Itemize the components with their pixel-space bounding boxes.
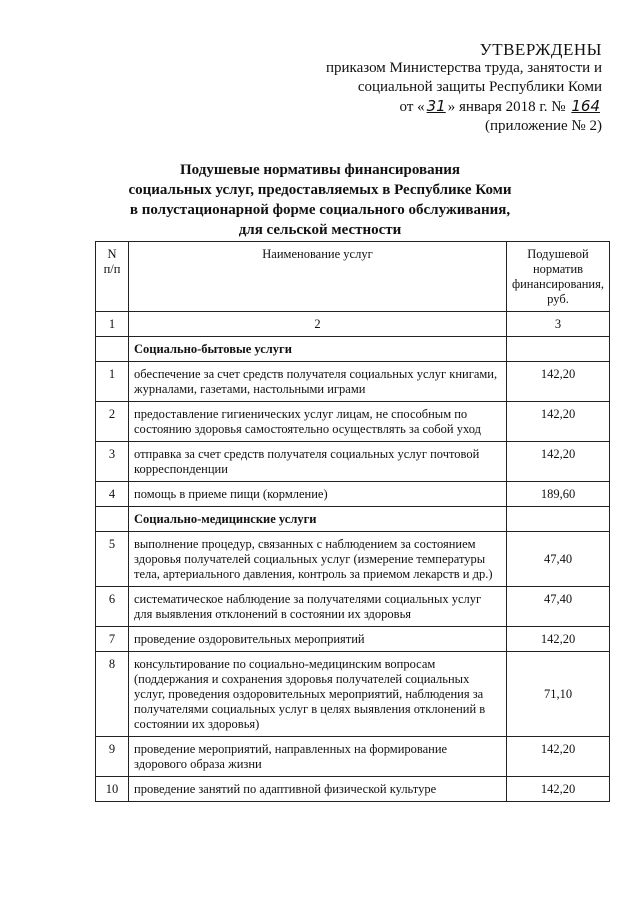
service-norm: 142,20 [507,402,610,442]
row-number: 7 [96,627,129,652]
section-norm-cell [507,507,610,532]
service-norm: 142,20 [507,627,610,652]
table-row [96,482,610,507]
service-name: систематическое наблюдение за получателями социальных услуг для выявления отклонений в состоянии их здоровья [129,587,507,627]
table-row [96,587,610,627]
title-line-2: социальных услуг, предоставляемых в Республике Коми [128,182,512,198]
section-row [96,507,610,532]
section-num-cell [96,337,129,362]
section-title: Социально-бытовые услуги [129,337,507,362]
service-norm: 142,20 [507,737,610,777]
column-number: 1 [96,312,129,337]
table-row [96,627,610,652]
approval-block [326,40,602,136]
table-row [96,442,610,482]
handwritten-day: 31 [426,97,446,115]
date-mid: » января 2018 г. № [447,99,566,115]
table-row [96,362,610,402]
approval-line-2: социальной защиты Республики Коми [357,79,602,95]
service-name: проведение мероприятий, направленных на формирование здорового образа жизни [129,737,507,777]
column-number: 3 [507,312,610,337]
row-number: 10 [96,777,129,802]
approval-appendix: (приложение № 2) [484,118,602,134]
norms-table [95,241,610,802]
service-norm: 142,20 [507,442,610,482]
header-name: Наименование услуг [129,242,507,312]
table-row [96,532,610,587]
service-name: предоставление гигиенических услуг лицам, не способным по состоянию здоровья самостоятельно осуществлять за собой уход [129,402,507,442]
row-number: 9 [96,737,129,777]
column-number-row [96,312,610,337]
section-norm-cell [507,337,610,362]
service-name: проведение занятий по адаптивной физической культуре [129,777,507,802]
section-row [96,337,610,362]
service-name: выполнение процедур, связанных с наблюдением за состоянием здоровья получателей социальных услуг (измерение температуры тела, артериального давления, контроль за приемом лекарств и др.) [129,532,507,587]
service-name: консультирование по социально-медицинским вопросам (поддержания и сохранения здоровья получателей социальных услуг, проведения оздоровительных мероприятий, наблюдения за получателями социальных услуг в целях выявления отклонений в состоянии их здоровья) [129,652,507,737]
row-number: 3 [96,442,129,482]
table-row [96,402,610,442]
service-name: проведение оздоровительных мероприятий [129,627,507,652]
table-header-row [96,242,610,312]
service-name: отправка за счет средств получателя социальных услуг почтовой корреспонденции [129,442,507,482]
service-norm: 47,40 [507,532,610,587]
row-number: 2 [96,402,129,442]
header-norm: Подушевой норматив финансирования, руб. [507,242,610,312]
approval-date-line [326,97,602,117]
table-row [96,777,610,802]
approval-line-1: приказом Министерства труда, занятости и [325,60,602,76]
row-number: 6 [96,587,129,627]
table-row [96,737,610,777]
header-num: N п/п [96,242,129,312]
table-row [96,652,610,737]
table-body [96,337,610,802]
service-name: помощь в приеме пищи (кормление) [129,482,507,507]
service-norm: 142,20 [507,777,610,802]
service-norm: 47,40 [507,587,610,627]
section-title: Социально-медицинские услуги [129,507,507,532]
section-num-cell [96,507,129,532]
document-title [0,160,640,240]
service-norm: 189,60 [507,482,610,507]
service-name: обеспечение за счет средств получателя социальных услуг книгами, журналами, газетами, настольными играми [129,362,507,402]
service-norm: 71,10 [507,652,610,737]
title-line-3: в полустационарной форме социального обслуживания, [129,202,511,218]
service-norm: 142,20 [507,362,610,402]
row-number: 4 [96,482,129,507]
column-number: 2 [129,312,507,337]
title-line-4: для сельской местности [238,222,402,238]
title-line-1: Подушевые нормативы финансирования [180,162,460,178]
approval-head: УТВЕРЖДЕНЫ [479,40,602,59]
handwritten-number: 164 [571,97,600,115]
date-prefix: от « [399,99,425,115]
row-number: 1 [96,362,129,402]
row-number: 8 [96,652,129,737]
row-number: 5 [96,532,129,587]
